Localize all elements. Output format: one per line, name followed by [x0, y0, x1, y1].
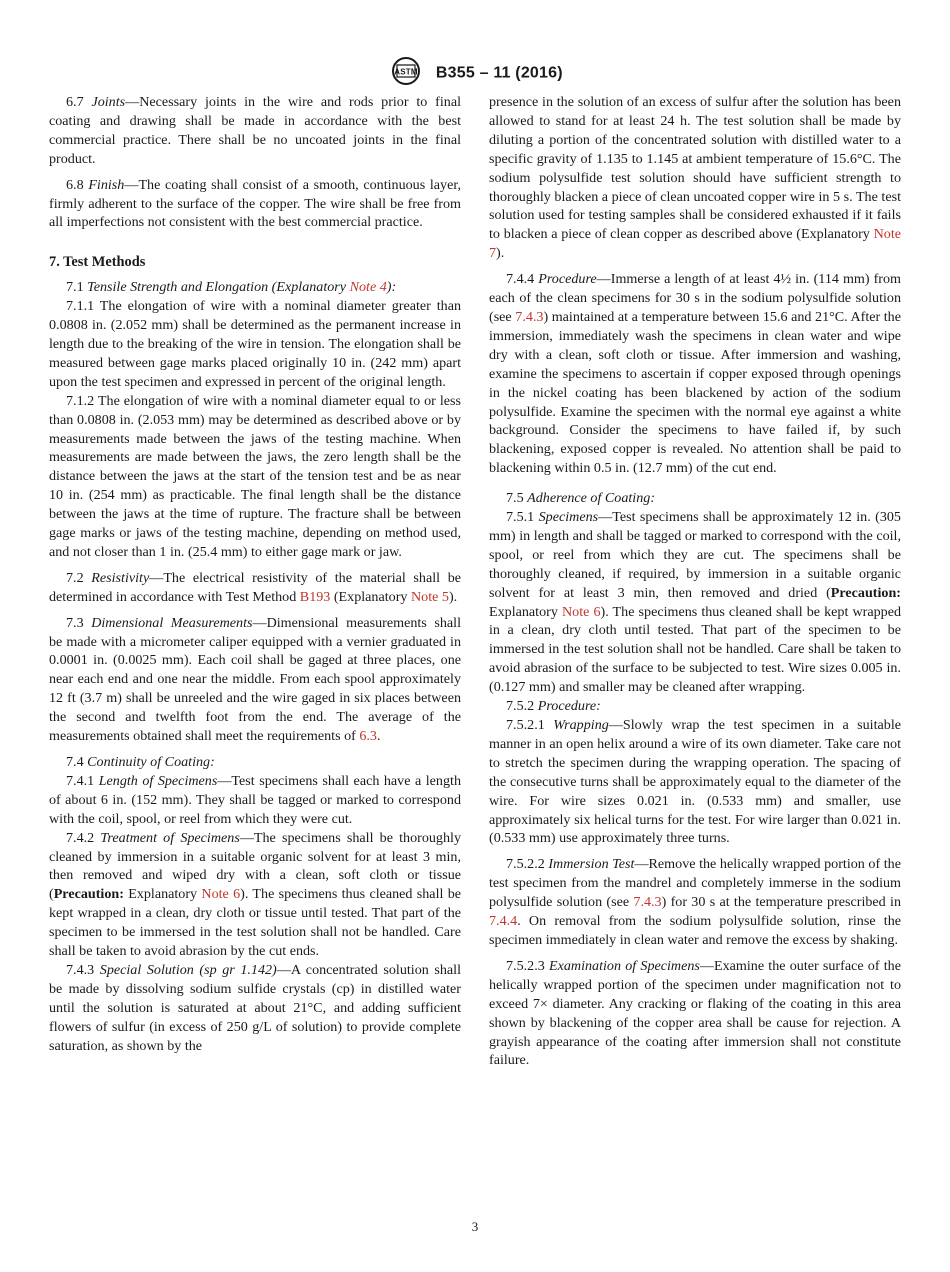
section-7-5-2: 7.5.2 Procedure: — [506, 698, 601, 715]
page-number: 3 — [471, 1219, 479, 1234]
section-7-5: 7.5 Adherence of Coating: — [506, 490, 656, 507]
section-6-3-link[interactable]: 6.3 — [359, 728, 377, 745]
section-7-3: 7.3 Dimensional Measurements—Dimensional measurements shall be made with a micrometer caliper equipped with a vernier graduated in 0.0001 in. (0.0025 mm). Each coil shall be gaged at three places, one near each end and one near the middle. From each spool approximately 12 ft (3.7 m) shall be unreeled and the wire gaged in six places between the second and twelfth foot from the end. The average of the measurements obtained shall meet the requirements of 6.3. — [49, 614, 461, 745]
page-header — [0, 56, 950, 91]
section-heading-test-methods: 7. Test Methods — [49, 254, 146, 271]
note-6-link[interactable]: Note 6 — [561, 603, 601, 620]
left-column — [49, 93, 461, 1056]
section-6-7: 6.7 Joints—Necessary joints in the wire and rods prior to final coating and drawing shall be made in accordance with the best commercial practice. There shall be no uncoated joints in the final product. — [49, 94, 461, 167]
section-7-1-1: 7.1.1 The elongation of wire with a nominal diameter greater than 0.0808 in. (2.052 mm) shall be determined as the permanent increase in length due to the breaking of the wire in tension. The elongation shall be measured between gage marks placed originally 10 in. (242 mm) apart upon the test specimen and expressed in percent of the original length. — [49, 298, 461, 390]
b193-link[interactable]: B193 — [299, 588, 331, 605]
section-7-4-2: 7.4.2 Treatment of Specimens—The specimens shall be thoroughly cleaned by immersion in a suitable organic solvent for at least 3 min, then removed and wiped dry with a clean, soft cloth or tissue (Precaution: Explanatory Note 6). The specimens thus cleaned shall be kept wrapped in a clean, dry cloth or tissue until tested. That part of the specimen to be immersed in the test solution shall not be handled. Care shall be taken to avoid abrasion by the cut ends. — [49, 829, 462, 960]
section-7-1-2: 7.1.2 The elongation of wire with a nominal diameter equal to or less than 0.0808 in. (2.053 mm) may be determined as described above or by measurements made between the jaws of the testing machine. When measurements are made between the jaws, the zero length shall be the distance between the jaws at the start of the tension test and be as near 10 in. (254 mm) as practicable. The final length shall be the distance between the jaws at the time of rupture. The fracture shall be between gage marks or jaws of the testing machine, depending on method used, and not closer than 1 in. (25.4 mm) to either gage mark or jaw. — [49, 392, 461, 560]
section-7-5-2-2: 7.5.2.2 Immersion Test—Remove the helically wrapped portion of the test specimen from the mandrel and completely immerse in the sodium polysulfide solution (see 7.4.3) for 30 s at the temperature prescribed in 7.4.4. On removal from the sodium polysulfide solution, rinse the specimen immediately in clean water and remove the excess by shaking. — [489, 856, 901, 948]
right-column — [489, 93, 901, 1070]
section-7-2: 7.2 Resistivity—The electrical resistivity of the material shall be determined in accordance with Test Method B193 (Explanatory Note 5). — [49, 569, 461, 605]
section-7-4-1: 7.4.1 Length of Specimens—Test specimens shall each have a length of about 6 in. (152 mm). They shall be tagged or marked to correspond with the coil, spool, or reel from which they were cut. — [49, 772, 461, 827]
note-5-link[interactable]: Note 5 — [410, 588, 449, 605]
section-7-4-3-link[interactable]: 7.4.3 — [633, 894, 662, 911]
astm-logo-icon — [387, 56, 425, 91]
section-7-5-2-3: 7.5.2.3 Examination of Specimens—Examine the outer surface of the helically wrapped portion of the specimen under magnification not to exceed 7× diameter. Any cracking or flaking of the coating in this area shown by blackening of the copper area shall be cause for rejection. A grayish appearance of the coating after immersion shall not constitute failure. — [489, 957, 901, 1069]
section-7-4-4: 7.4.4 Procedure—Immerse a length of at least 4½ in. (114 mm) from each of the clean specimens for 30 s in the sodium polysulfide solution (see 7.4.3) maintained at a temperature between 15.6 and 21°C. After the immersion, immediately wash the specimens in clean water and wipe dry with a clean, soft cloth or tissue. After immersion and washing, examine the specimens to ascertain if copper exposed through openings in the nickel coating has been blackened by action of the sodium polysulfide. Examine the specimen with the normal eye against a white background. Consider the specimens to have failed if, by such blackening, exposed copper is revealed. No attention shall be paid to blackening within 0.5 in. (12.7 mm) of the cut end. — [489, 271, 901, 477]
section-7-4-3: 7.4.3 Special Solution (sp gr 1.142)—A concentrated solution shall be made by dissolving sodium sulfide crystals (cp) in distilled water until the solution is saturated at about 21°C, and adding sufficient flowers of sulfur (in excess of 250 g/L of solution) to provide complete saturation, as shown by the — [49, 961, 461, 1054]
section-7-4-4-link[interactable]: 7.4.4 — [489, 913, 518, 930]
section-7-4-3-continued: presence in the solution of an excess of sulfur after the solution has been allowed to stand for at least 24 h. The test solution shall be made by diluting a portion of the concentrated solution with distilled water to a specific gravity of 1.135 to 1.145 at ambient temperature of 15.6°C. The sodium polysulfide test solution should have sufficient strength to thoroughly blacken a piece of clean uncoated copper wire in 5 s. The test solution used for testing samples shall be considered exhausted if it fails to blacken a piece of clean copper as described above (Explanatory Note 7). — [489, 94, 901, 262]
note-4-link[interactable]: Note 4 — [349, 279, 387, 296]
document-designation: B355 – 11 (2016) — [435, 64, 563, 82]
section-7-4: 7.4 Continuity of Coating: — [66, 754, 215, 770]
section-7-1: 7.1 Tensile Strength and Elongation (Explanatory Note 4): — [66, 279, 397, 296]
logo-text: ASTM — [394, 67, 418, 77]
section-7-4-3-link[interactable]: 7.4.3 — [515, 308, 544, 325]
note-7-link[interactable]: Note 7 — [489, 226, 901, 262]
section-6-8: 6.8 Finish—The coating shall consist of a smooth, continuous layer, firmly adherent to the surface of the copper. The wire shall be free from all imperfections not consistent with the best commercial practice. — [49, 176, 461, 231]
section-7-5-2-1: 7.5.2.1 Wrapping—Slowly wrap the test specimen in a suitable manner in an open helix around a wire of its own diameter. Take care not to stretch the specimen during the wrapping operation. The spacing of the consecutive turns shall be approximately equal to the diameter of the wire. For wire sizes 0.021 in. (0.533 mm) and smaller, use approximately six helical turns for the test. For wire larger than 0.021 in. (0.533 mm) use approximately three turns. — [489, 717, 901, 847]
section-7-5-1: 7.5.1 Specimens—Test specimens shall be approximately 12 in. (305 mm) in length and shall be tagged or marked to correspond with the coil, spool, or reel from which they are cut. The specimens shall be thoroughly cleaned, if required, by immersion in a suitable organic solvent for at least 3 min, then removed and dried (Precaution: Explanatory Note 6). The specimens thus cleaned shall be kept wrapped in a clean, dry cloth until tested. That part of the specimen to be immersed in the test solution shall not be handled. Care shall be taken to avoid abrasion of the surface to be subjected to test. Wire sizes 0.005 in. (0.127 mm) and smaller may be cleaned after wrapping. — [489, 509, 901, 696]
note-6-link[interactable]: Note 6 — [201, 886, 241, 903]
